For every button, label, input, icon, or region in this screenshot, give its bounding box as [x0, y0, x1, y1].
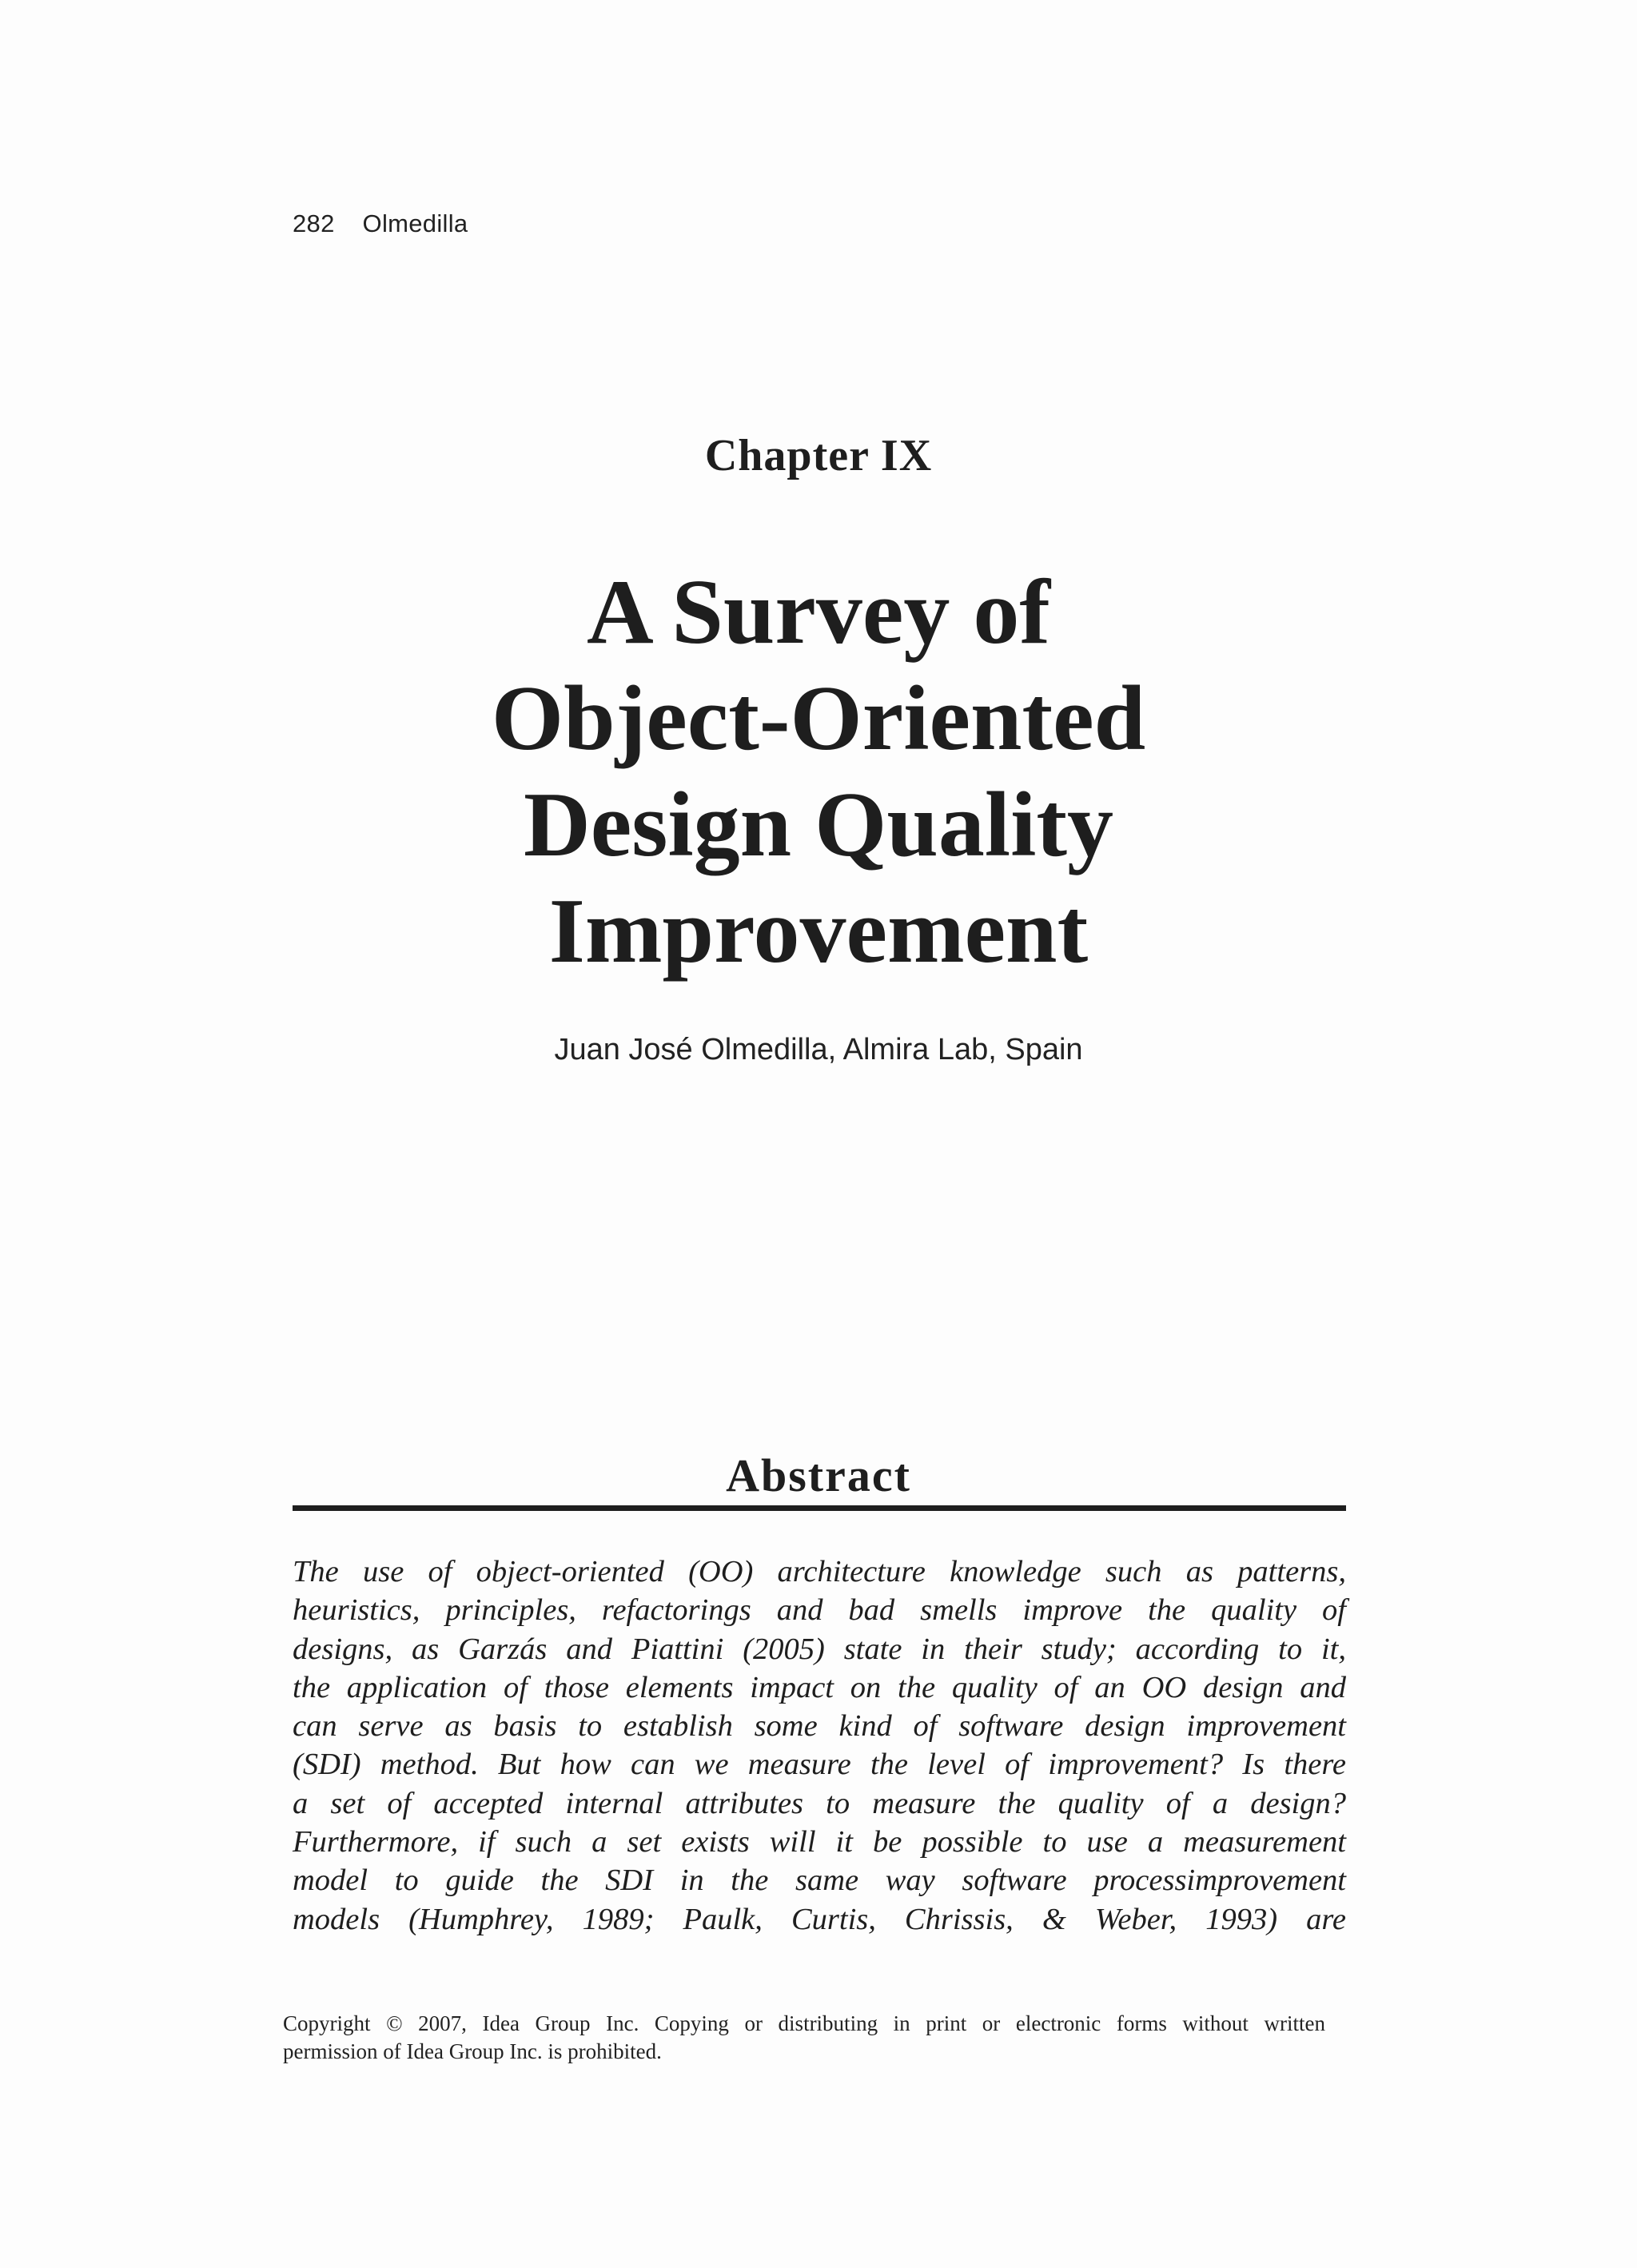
abstract-line: a set of accepted internal attributes to measure the quality of a design?	[293, 1786, 1346, 1820]
abstract-heading: Abstract	[726, 1449, 911, 1501]
abstract-body	[293, 1553, 1346, 1939]
abstract-line: Furthermore, if such a set exists will it be possible to use a measurement	[293, 1825, 1346, 1859]
abstract-line: (SDI) method. But how can we measure the level of improvement? Is there	[293, 1748, 1346, 1782]
copyright-line: Copyright © 2007, Idea Group Inc. Copying or distributing in print or electronic forms without written	[283, 2011, 1325, 2035]
abstract-divider	[293, 1505, 1346, 1511]
title-line: Design Quality	[524, 774, 1113, 876]
author-byline: Juan José Olmedilla, Almira Lab, Spain	[554, 1033, 1083, 1066]
copyright-notice	[283, 2010, 1325, 2066]
title-line: A Survey of	[587, 561, 1050, 664]
abstract-line: model to guide the SDI in the same way software processimprovement	[293, 1863, 1346, 1898]
title-line: Object-Oriented	[491, 668, 1146, 770]
abstract-line: heuristics, principles, refactorings and bad smells improve the quality of	[293, 1593, 1346, 1628]
running-head-author: Olmedilla	[362, 209, 468, 237]
abstract-line: the application of those elements impact on the quality of an OO design and	[293, 1670, 1346, 1704]
copyright-line: permission of Idea Group Inc. is prohibited.	[283, 2039, 662, 2063]
page-number: 282	[293, 209, 335, 237]
abstract-line: models (Humphrey, 1989; Paulk, Curtis, Chrissis, & Weber, 1993) are	[293, 1902, 1346, 1936]
running-head	[293, 209, 468, 238]
abstract-line: The use of object-oriented (OO) architecture knowledge such as patterns,	[293, 1555, 1346, 1588]
abstract-line: designs, as Garzás and Piattini (2005) state in their study; according to it,	[293, 1632, 1346, 1666]
title-line: Improvement	[548, 880, 1089, 983]
chapter-label: Chapter IX	[704, 431, 933, 480]
chapter-title	[0, 560, 1637, 985]
abstract-line: can serve as basis to establish some kind of software design improvement	[293, 1709, 1346, 1744]
